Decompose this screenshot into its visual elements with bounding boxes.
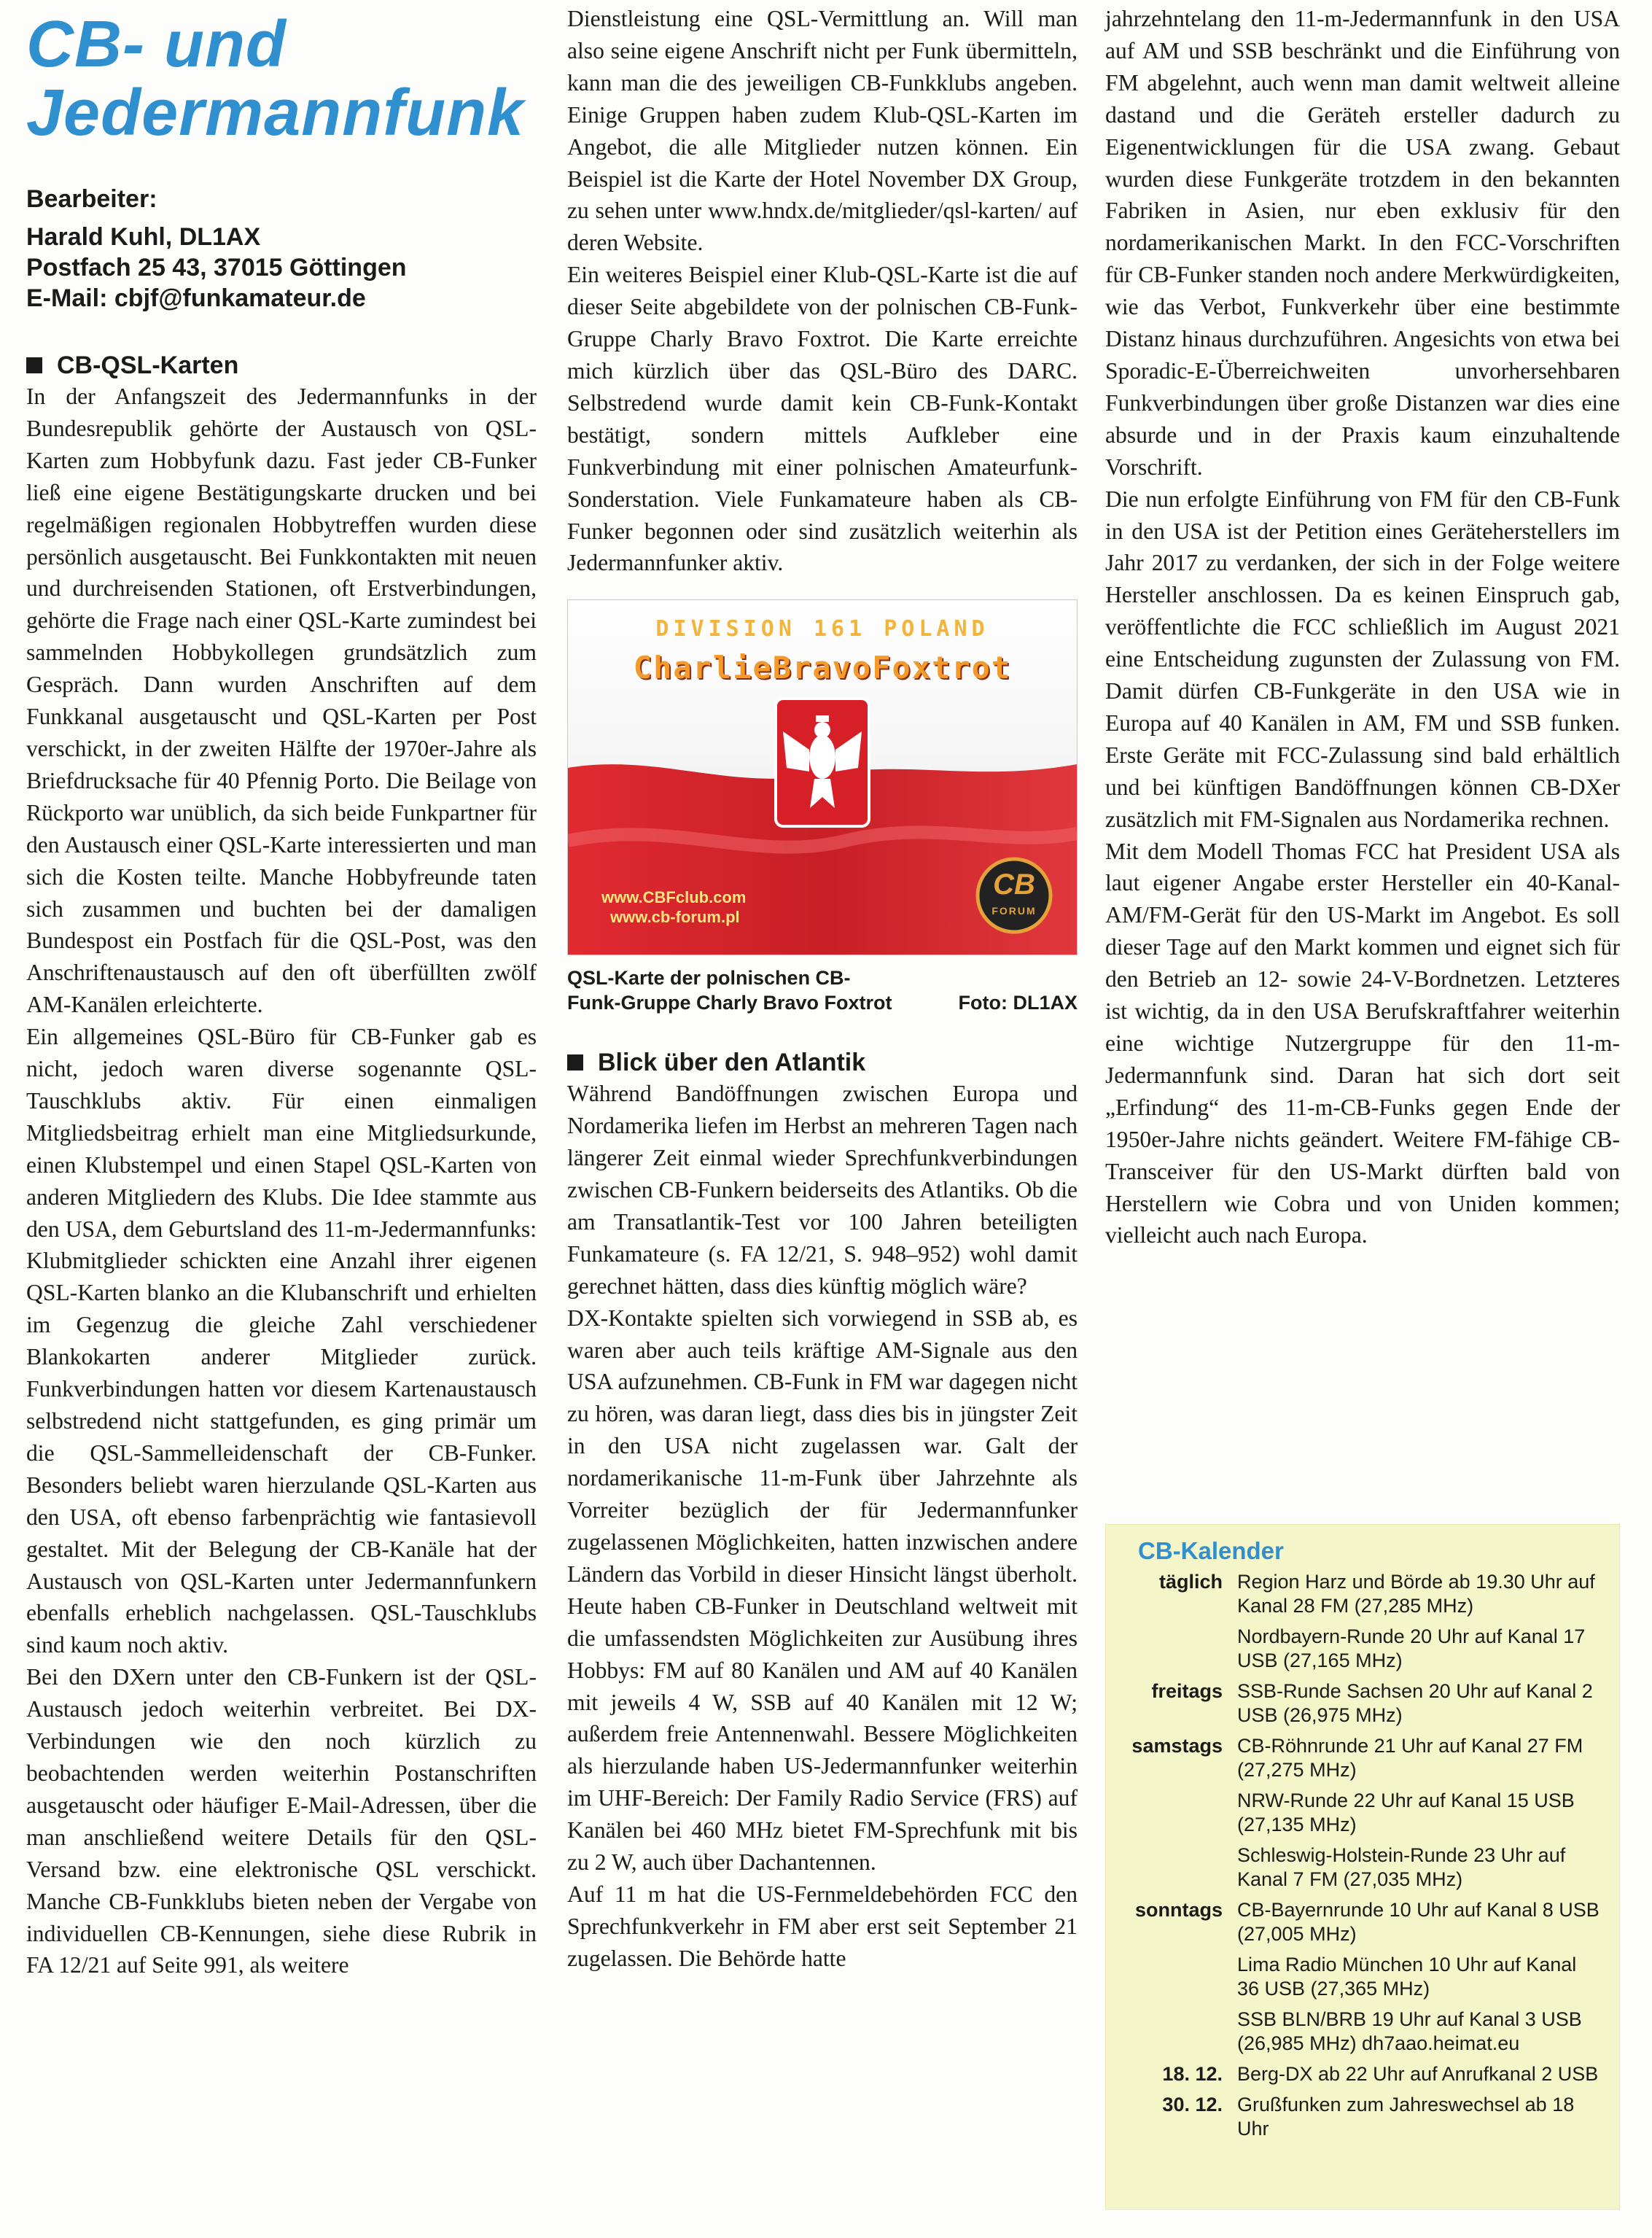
calendar-entry: [1123, 1679, 1602, 1728]
calendar-entry: [1123, 2093, 1602, 2141]
calendar-entry: [1123, 1789, 1602, 1837]
calendar-day: samstags: [1131, 1735, 1223, 1757]
calendar-text: NRW-Runde 22 Uhr auf Kanal 15 USB (27,135 MHz): [1237, 1790, 1575, 1835]
section-heading-qsl: [26, 350, 537, 381]
square-bullet-icon: [567, 1054, 583, 1071]
editor-byline: [26, 184, 537, 314]
paragraph: Mit dem Modell Thomas FCC hat President USA als laut eigener Angabe erster Hersteller ein 40-Kanal-AM/FM-Gerät für den US-Markt im Angebot. Es soll dieser Tage auf den Markt kommen und eignet sich für den Betrieb an 12- sowie 24-V-Bordnetzen. Letzteres ist wichtig, da in den USA Berufskraftfahrer weiterhin eine wichtige Nutzergruppe für den 11-m-Jedermannfunk sind. Daran hat sich dort seit „Erfindung“ des 11-m-CB-Funks gegen Ende der 1950er-Jahre nichts geändert. Weitere FM-fähige CB-Transceiver für den US-Markt dürften bald von Herstellern wie Cobra und von Uniden kommen; vielleicht auch nach Europa.: [1105, 838, 1620, 1248]
title-line-2: Jedermannfunk: [26, 77, 525, 149]
cb-forum-logo: CB: [993, 869, 1035, 901]
calendar-text: CB-Röhnrunde 21 Uhr auf Kanal 27 FM (27,275 MHz): [1237, 1735, 1583, 1781]
paragraph: Ein allgemeines QSL-Büro für CB-Funker gab es nicht, jedoch waren diverse sogenannte QSL-Tauschklubs aktiv. Für einen einmaligen Mitgliedsbeitrag erhielt man eine Mitgliedsurkunde, einen Klubstempel und einen Stapel QSL-Karten von anderen Mitgliedern des Klubs. Die Idee stammte aus den USA, dem Geburtsland des 11-m-Jedermannfunks: Klubmitglieder schickten eine Anzahl ihrer eigenen QSL-Karten blanko an die Klubanschrift und erhielten im Gegenzug die gleiche Zahl verschiedener Blankokarten anderer Mitglieder zurück. Funkverbindungen hatten vor diesem Kartenaustausch selbstredend nicht stattgefunden, es ging primär um die QSL-Sammelleidenschaft der CB-Funker. Besonders beliebt waren hierzulande QSL-Karten aus den USA, oft ebenso farbenprächtig wie fantasievoll gestaltet. Mit der Belegung der CB-Kanäle hat der Austausch von QSL-Karten unter Jedermannfunkern ebenfalls erheblich nachgelassen. QSL-Tauschklubs sind kaum noch aktiv.: [26, 1024, 537, 1658]
calendar-day: 18. 12.: [1162, 2063, 1223, 2085]
calendar-entry: [1123, 2008, 1602, 2056]
calendar-entry: [1123, 1625, 1602, 1673]
qsl-card-brand: CharlieBravoFoxtrot: [633, 650, 1012, 686]
paragraph: DX-Kontakte spielten sich vorwiegend in SSB ab, es waren aber auch teils kräftige AM-Signale aus den USA aufzunehmen. CB-Funk in FM war dagegen nicht zu hören, was daran liegt, dass dies bis in jüngster Zeit in den USA nicht zugelassen war. Galt der nordamerikanische 11-m-Funk über Jahrzehnte als Vorreiter bezüglich der für Jedermannfunker zugelassenen Möglichkeiten, hatten inzwischen andere Ländern das Vorbild in dieser Hinsicht längst überholt. Heute haben CB-Funker in Deutschland weltweit mit die umfassendsten Möglichkeiten zur Ausübung ihres Hobbys: FM auf 80 Kanälen und AM auf 40 Kanälen mit jeweils 4 W, SSB auf 40 Kanälen mit 12 W; außerdem freie Antennenwahl. Bessere Möglichkeiten als hierzulande haben US-Jedermannfunker weiterhin im UHF-Bereich: Der Family Radio Service (FRS) auf Kanälen bei 460 MHz bietet FM-Sprechfunk mit bis zu 2 W, auch über Dachantennen.: [567, 1305, 1078, 1876]
column-middle: [567, 0, 1078, 1975]
calendar-entry: [1123, 1953, 1602, 2001]
calendar-day: [1123, 1843, 1237, 1892]
calendar-text: Lima Radio München 10 Uhr auf Kanal 36 USB (27,365 MHz): [1237, 1954, 1577, 2000]
calendar-text: Berg-DX ab 22 Uhr auf Anrufkanal 2 USB: [1237, 2063, 1599, 2085]
calendar-day: [1123, 1789, 1237, 1837]
section-heading-atlantic-text: Blick über den Atlantik: [598, 1049, 866, 1077]
editor-label: Bearbeiter:: [26, 185, 157, 213]
calendar-day: täglich: [1158, 1571, 1223, 1593]
qsl-card-url-2: www.cb-forum.pl: [610, 908, 740, 927]
calendar-list: [1123, 1570, 1602, 2141]
section-heading-atlantic: [567, 1047, 1078, 1078]
photo-credit: Foto: DL1AX: [958, 992, 1078, 1014]
section-heading-qsl-text: CB-QSL-Karten: [57, 351, 239, 379]
cb-calendar-box: [1105, 1524, 1620, 2210]
calendar-entry: [1123, 1734, 1602, 1782]
calendar-day: 30. 12.: [1162, 2094, 1223, 2115]
image-caption: [567, 965, 1078, 1015]
paragraph: jahrzehntelang den 11-m-Jedermannfunk in den USA auf AM und SSB beschränkt und die Einführung von FM abgelehnt, auch wenn man damit weltweit alleine dastand und die Geräteh ersteller dadurch zu Eigenentwicklungen für die USA zwang. Gebaut wurden diese Funkgeräte trotzdem in den bekannten Fabriken in Asien, nur eben exklusiv für den nordamerikanischen Markt. In den FCC-Vorschriften für CB-Funker standen noch andere Merkwürdigkeiten, wie das Verbot, Funkverkehr über eine bestimmte Distanz hinaus durchzuführen. Angesichts von etwa bei Sporadic-E-Überreichweiten unvorhersehbaren Funkverbindungen über große Distanzen war dies eine absurde und in der Praxis kaum einzuhaltende Vorschrift.: [1105, 6, 1620, 480]
editor-name: Harald Kuhl, DL1AX: [26, 223, 261, 251]
calendar-entry: [1123, 2062, 1602, 2086]
square-bullet-icon: [26, 357, 42, 373]
calendar-text: CB-Bayernrunde 10 Uhr auf Kanal 8 USB (27,005 MHz): [1237, 1899, 1600, 1945]
calendar-text: Schleswig-Holstein-Runde 23 Uhr auf Kanal 7 FM (27,035 MHz): [1237, 1844, 1566, 1890]
caption-text: QSL-Karte der polnischen CB-Funk-Gruppe Charly Bravo Foxtrot: [567, 967, 892, 1014]
calendar-day: [1123, 1953, 1237, 2001]
paragraph: Dienstleistung eine QSL-Vermittlung an. Will man also seine eigene Anschrift nicht per Funk übermitteln, kann man die des jeweiligen CB-Funkklubs angeben. Einige Gruppen haben zudem Klub-QSL-Karten im Angebot, die alle Mitglieder nutzen können. Ein Beispiel ist die Karte der Hotel November DX Group, zu sehen unter www.hndx.de/mitglieder/qsl-karten/ auf deren Website.: [567, 6, 1078, 256]
calendar-text: SSB-Runde Sachsen 20 Uhr auf Kanal 2 USB (26,975 MHz): [1237, 1680, 1593, 1726]
title-line-1: CB- und: [26, 8, 287, 81]
calendar-day: sonntags: [1134, 1899, 1223, 1921]
paragraph: In der Anfangszeit des Jedermannfunks in der Bundesrepublik gehörte der Austausch von QSL-Karten zum Hobbyfunk dazu. Fast jeder CB-Funker ließ eine eigene Bestätigungskarte drucken und bei regelmäßigen regionalen Hobbytreffen wurden diese persönlich ausgetauscht. Bei Funkkontakten mit neuen und durchreisenden Stationen, oft Erstverbindungen, gehörte die Frage nach einer QSL-Karte zumindest bei sammelnden Hobbykollegen grundsätzlich zum Gespräch. Dann wurden Anschriften auf dem Funkkanal ausgetauscht und QSL-Karten per Post verschickt, in der zweiten Hälfte der 1970er-Jahre als Briefdrucksache für 40 Pfennig Porto. Die Beilage von Rückporto war unüblich, da sich beide Funkpartner für den Austausch einer QSL-Karte interessierten und man sich die Kosten teilte. Manche Hobbyfreunde taten sich zusammen und buchten bei der damaligen Bundespost ein Postfach für die QSL-Post, was den Anschriftenaustausch auf den oft überfüllten zwölf AM-Kanälen erleichterte.: [26, 384, 537, 1018]
qsl-card-image: [567, 599, 1078, 955]
calendar-day: [1123, 1625, 1237, 1673]
paragraph: Während Bandöffnungen zwischen Europa und Nordamerika liefen im Herbst an mehreren Tagen nach längerer Zeit einmal wieder Sprechfunkverbindungen zwischen CB-Funkern beiderseits des Atlantiks. Ob die am Transatlantik-Test vor 100 Jahren beteiligten Funkamateure (s. FA 12/21, S. 948–952) wohl damit gerechnet hätten, dass dies künftig möglich wäre?: [567, 1081, 1078, 1299]
editor-email: E-Mail: cbjf@funkamateur.de: [26, 284, 366, 312]
calendar-entry: [1123, 1898, 1602, 1946]
calendar-entry: [1123, 1570, 1602, 1618]
paragraph: Die nun erfolgte Einführung von FM für den CB-Funk in den USA ist der Petition eines Geräteherstellers im Jahr 2017 zu verdanken, der sich in der Folge weitere Hersteller anschlossen. Da es keinen Einspruch gab, veröffentlichte die FCC schließlich im August 2021 eine Entscheidung zugunsten der Zulassung von FM. Damit dürfen CB-Funkgeräte in den USA wie in Europa auf 40 Kanälen in AM, FM und SSB funken. Erste Geräte mit FCC-Zulassung sind bald erhältlich und bei künftigen Bandöffnungen können CB-DXer zusätzlich mit FM-Signalen aus Nordamerika rechnen.: [1105, 486, 1620, 832]
calendar-entry: [1123, 1843, 1602, 1892]
calendar-text: SSB BLN/BRB 19 Uhr auf Kanal 3 USB (26,985 MHz) dh7aao.heimat.eu: [1237, 2008, 1582, 2054]
calendar-text: Region Harz und Börde ab 19.30 Uhr auf Kanal 28 FM (27,285 MHz): [1237, 1571, 1595, 1617]
cb-forum-logo-sub: FORUM: [991, 905, 1037, 917]
qsl-card-url-1: www.CBFclub.com: [601, 888, 747, 907]
calendar-title: CB-Kalender: [1138, 1537, 1284, 1564]
column-right: [1105, 0, 1620, 1251]
calendar-day: freitags: [1151, 1680, 1223, 1702]
paragraph: Auf 11 m hat die US-Fernmeldebehörden FCC den Sprechfunkverkehr in FM aber erst seit September 21 zugelassen. Die Behörde hatte: [567, 1881, 1078, 1971]
calendar-text: Nordbayern-Runde 20 Uhr auf Kanal 17 USB (27,165 MHz): [1237, 1625, 1586, 1671]
paragraph: Bei den DXern unter den CB-Funkern ist der QSL-Austausch jedoch weiterhin verbreitet. Bei DX-Verbindungen wie den noch kürzlich zu beobachtenden werden weiterhin Postanschriften ausgetauscht oder häufiger E-Mail-Adressen, über die man anschließend weitere Details für den QSL-Versand bzw. eine elektronische QSL verschickt. Manche CB-Funkklubs bieten neben der Vergabe von individuellen CB-Kennungen, siehe diese Rubrik in FA 12/21 auf Seite 991, als weitere: [26, 1664, 537, 1978]
page-title: [26, 10, 537, 147]
calendar-text: Grußfunken zum Jahreswechsel ab 18 Uhr: [1237, 2094, 1575, 2140]
qsl-card-banner: DIVISION 161 POLAND: [655, 616, 989, 642]
paragraph: Ein weiteres Beispiel einer Klub-QSL-Karte ist die auf dieser Seite abgebildete von der polnischen CB-Funk-Gruppe Charly Bravo Foxtrot. Die Karte erreichte mich kürzlich über das QSL-Büro des DARC. Selbstredend wurde damit kein CB-Funk-Kontakt bestätigt, sondern mittels Aufkleber eine Funkverbindung mit einer polnischen Amateurfunk-Sonderstation. Viele Funkamateure haben als CB-Funker begonnen oder sind zusätzlich weiterhin als Jedermannfunker aktiv.: [567, 262, 1078, 576]
column-left: [26, 0, 537, 1981]
editor-address: Postfach 25 43, 37015 Göttingen: [26, 254, 407, 281]
calendar-day: [1123, 2008, 1237, 2056]
